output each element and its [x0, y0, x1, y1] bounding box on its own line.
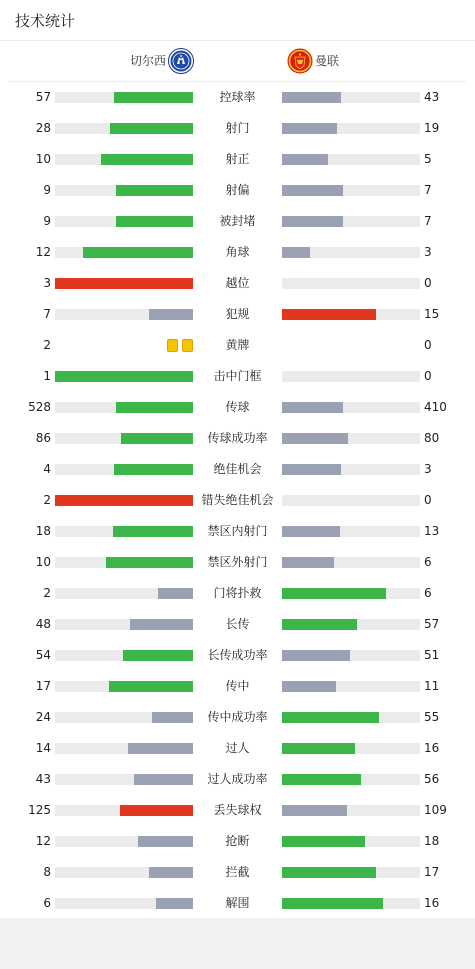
stat-label: 犯规 [225, 307, 250, 321]
away-value: 6 [424, 555, 432, 569]
away-bar-track [282, 681, 420, 692]
home-value: 48 [35, 617, 51, 631]
away-bar-fill [282, 216, 343, 227]
yellow-card-icon [182, 339, 193, 352]
away-bar-fill [282, 309, 376, 320]
stat-row [0, 423, 475, 454]
stat-label: 门将扑救 [213, 586, 262, 600]
away-bar-fill [282, 681, 336, 692]
home-value: 10 [35, 152, 51, 166]
stat-row [0, 113, 475, 144]
home-bar-track [55, 743, 193, 754]
stat-label: 丢失球权 [213, 803, 262, 817]
home-value: 54 [35, 648, 51, 662]
home-bar-fill [101, 154, 193, 165]
away-bar-fill [282, 92, 341, 103]
home-yellow-cards [167, 339, 193, 352]
home-value: 7 [43, 307, 51, 321]
away-bar-fill [282, 185, 343, 196]
home-value: 17 [35, 679, 51, 693]
away-value: 410 [424, 400, 447, 414]
home-bar-track [55, 526, 193, 537]
yellow-card-icon [167, 339, 178, 352]
home-bar-track [55, 216, 193, 227]
home-bar-fill [116, 216, 193, 227]
away-bar-track [282, 836, 420, 847]
home-value: 24 [35, 710, 51, 724]
away-bar-fill [282, 743, 355, 754]
stat-row [0, 175, 475, 206]
away-value: 3 [424, 245, 432, 259]
home-bar-fill [123, 650, 193, 661]
home-team[interactable] [130, 48, 194, 74]
manchester-united-crest-icon [287, 48, 313, 74]
away-value: 0 [424, 369, 432, 383]
stat-label: 长传成功率 [207, 648, 268, 662]
away-bar-track [282, 526, 420, 537]
home-bar-fill [55, 278, 193, 289]
home-value: 86 [35, 431, 51, 445]
stat-label: 错失绝佳机会 [201, 493, 274, 507]
away-bar-fill [282, 650, 350, 661]
home-value: 9 [43, 214, 51, 228]
away-bar-track [282, 247, 420, 258]
home-bar-fill [138, 836, 193, 847]
stat-row [0, 578, 475, 609]
home-bar-track [55, 867, 193, 878]
away-value: 5 [424, 152, 432, 166]
stat-row [0, 516, 475, 547]
stat-row [0, 702, 475, 733]
away-bar-track [282, 805, 420, 816]
stat-row [0, 485, 475, 516]
stat-label: 抢断 [225, 834, 250, 848]
home-bar-track [55, 154, 193, 165]
away-value: 0 [424, 338, 432, 352]
away-value: 13 [424, 524, 440, 538]
home-bar-fill [55, 371, 193, 382]
away-bar-track [282, 433, 420, 444]
home-bar-fill [128, 743, 193, 754]
away-bar-track [282, 743, 420, 754]
away-value: 6 [424, 586, 432, 600]
away-bar-track [282, 588, 420, 599]
away-bar-fill [282, 619, 357, 630]
away-bar-track [282, 278, 420, 289]
away-value: 56 [424, 772, 440, 786]
away-value: 16 [424, 741, 440, 755]
away-bar-track [282, 464, 420, 475]
stat-row [0, 392, 475, 423]
home-value: 12 [35, 834, 51, 848]
home-bar-track [55, 464, 193, 475]
home-bar-fill [114, 464, 193, 475]
home-value: 2 [43, 493, 51, 507]
stat-row [0, 640, 475, 671]
home-value: 2 [43, 586, 51, 600]
stat-label: 黄牌 [225, 338, 250, 352]
away-value: 19 [424, 121, 440, 135]
stat-label: 传中 [225, 679, 250, 693]
away-value: 0 [424, 276, 432, 290]
teams-row [9, 41, 466, 82]
stat-row [0, 206, 475, 237]
home-bar-fill [149, 309, 193, 320]
away-value: 0 [424, 493, 432, 507]
away-value: 11 [424, 679, 440, 693]
home-value: 14 [35, 741, 51, 755]
away-bar-fill [282, 588, 386, 599]
away-bar-track [282, 185, 420, 196]
away-bar-fill [282, 898, 383, 909]
home-bar-track [55, 712, 193, 723]
stat-label: 解围 [225, 896, 250, 910]
home-bar-fill [120, 805, 193, 816]
home-value: 4 [43, 462, 51, 476]
stat-row [0, 795, 475, 826]
away-bar-track [282, 92, 420, 103]
home-bar-track [55, 371, 193, 382]
home-bar-track [55, 433, 193, 444]
away-value: 3 [424, 462, 432, 476]
stat-label: 禁区内射门 [207, 524, 268, 538]
home-bar-track [55, 495, 193, 506]
section-header [0, 0, 475, 41]
away-bar-track [282, 402, 420, 413]
home-value: 12 [35, 245, 51, 259]
home-bar-fill [134, 774, 193, 785]
stats-list [0, 82, 475, 919]
home-value: 28 [35, 121, 51, 135]
away-bar-fill [282, 774, 361, 785]
away-bar-fill [282, 867, 376, 878]
stat-row [0, 671, 475, 702]
home-bar-track [55, 681, 193, 692]
stat-label: 射正 [225, 152, 250, 166]
stat-label: 过人成功率 [207, 772, 268, 786]
home-value: 9 [43, 183, 51, 197]
stat-row [0, 764, 475, 795]
home-value: 3 [43, 276, 51, 290]
stat-row [0, 268, 475, 299]
away-bar-fill [282, 557, 334, 568]
home-bar-fill [109, 681, 193, 692]
away-bar-track [282, 309, 420, 320]
away-value: 7 [424, 183, 432, 197]
stat-row [0, 144, 475, 175]
home-bar-fill [121, 433, 193, 444]
stat-label: 绝佳机会 [213, 462, 262, 476]
home-bar-track [55, 898, 193, 909]
home-value: 43 [35, 772, 51, 786]
home-bar-track [55, 402, 193, 413]
chelsea-crest-icon [168, 48, 194, 74]
away-value: 18 [424, 834, 440, 848]
home-value: 125 [28, 803, 51, 817]
away-bar-fill [282, 464, 341, 475]
home-value: 528 [28, 400, 51, 414]
stat-row [0, 733, 475, 764]
away-bar-track [282, 123, 420, 134]
away-value: 15 [424, 307, 440, 321]
home-value: 8 [43, 865, 51, 879]
home-bar-track [55, 650, 193, 661]
home-value: 1 [43, 369, 51, 383]
away-bar-fill [282, 526, 340, 537]
home-bar-track [55, 278, 193, 289]
home-bar-fill [158, 588, 193, 599]
away-value: 7 [424, 214, 432, 228]
stat-label: 射偏 [225, 183, 250, 197]
home-bar-fill [55, 495, 193, 506]
stat-label: 被封堵 [219, 214, 256, 228]
home-bar-track [55, 619, 193, 630]
away-bar-track [282, 154, 420, 165]
stat-label: 射门 [225, 121, 250, 135]
stat-label: 传球成功率 [207, 431, 268, 445]
away-bar-track [282, 774, 420, 785]
away-bar-track [282, 867, 420, 878]
away-value: 80 [424, 431, 440, 445]
home-bar-fill [113, 526, 193, 537]
away-bar-track [282, 650, 420, 661]
away-bar-fill [282, 433, 348, 444]
home-bar-fill [116, 185, 193, 196]
home-bar-track [55, 309, 193, 320]
stat-row [0, 82, 475, 113]
home-bar-track [55, 588, 193, 599]
away-bar-track [282, 898, 420, 909]
home-team-name: 切尔西 [129, 54, 166, 68]
home-value: 10 [35, 555, 51, 569]
home-value: 18 [35, 524, 51, 538]
away-team[interactable] [287, 48, 339, 74]
away-value: 57 [424, 617, 440, 631]
home-bar-track [55, 557, 193, 568]
stat-label: 击中门框 [213, 369, 262, 383]
stat-label: 禁区外射门 [207, 555, 268, 569]
home-bar-track [55, 247, 193, 258]
away-bar-track [282, 371, 420, 382]
stat-label: 拦截 [225, 865, 250, 879]
home-bar-fill [106, 557, 193, 568]
stat-row [0, 454, 475, 485]
home-value: 6 [43, 896, 51, 910]
stat-row [0, 237, 475, 268]
away-bar-fill [282, 836, 365, 847]
away-bar-track [282, 557, 420, 568]
away-bar-fill [282, 123, 337, 134]
home-value: 57 [35, 90, 51, 104]
stat-row [0, 857, 475, 888]
stat-row [0, 888, 475, 919]
stat-label: 过人 [225, 741, 250, 755]
stat-row [0, 299, 475, 330]
stat-label: 传球 [225, 400, 250, 414]
stat-label: 越位 [225, 276, 250, 290]
home-bar-fill [110, 123, 193, 134]
home-bar-fill [114, 92, 193, 103]
stat-row [0, 826, 475, 857]
home-bar-track [55, 123, 193, 134]
away-bar-fill [282, 712, 379, 723]
home-bar-track [55, 836, 193, 847]
stat-row [0, 330, 475, 361]
away-value: 17 [424, 865, 440, 879]
away-bar-fill [282, 805, 347, 816]
away-bar-fill [282, 402, 343, 413]
away-value: 55 [424, 710, 440, 724]
stat-row [0, 361, 475, 392]
home-bar-track [55, 185, 193, 196]
away-bar-fill [282, 247, 310, 258]
stat-label: 传中成功率 [207, 710, 268, 724]
away-bar-track [282, 619, 420, 630]
home-bar-fill [149, 867, 193, 878]
away-value: 16 [424, 896, 440, 910]
home-bar-fill [130, 619, 193, 630]
away-team-name: 曼联 [315, 54, 340, 68]
home-bar-track [55, 92, 193, 103]
stat-row [0, 609, 475, 640]
away-bar-track [282, 216, 420, 227]
home-bar-track [55, 805, 193, 816]
stat-label: 控球率 [219, 90, 256, 104]
home-bar-fill [152, 712, 193, 723]
away-value: 51 [424, 648, 440, 662]
home-bar-fill [83, 247, 193, 258]
home-bar-fill [116, 402, 193, 413]
home-bar-track [55, 774, 193, 785]
stat-row [0, 547, 475, 578]
section-title: 技术统计 [15, 11, 76, 30]
away-bar-track [282, 495, 420, 506]
away-value: 43 [424, 90, 440, 104]
home-bar-fill [156, 898, 193, 909]
away-bar-track [282, 712, 420, 723]
stat-label: 长传 [225, 617, 250, 631]
stat-label: 角球 [225, 245, 250, 259]
away-bar-fill [282, 154, 328, 165]
home-value: 2 [43, 338, 51, 352]
away-value: 109 [424, 803, 447, 817]
